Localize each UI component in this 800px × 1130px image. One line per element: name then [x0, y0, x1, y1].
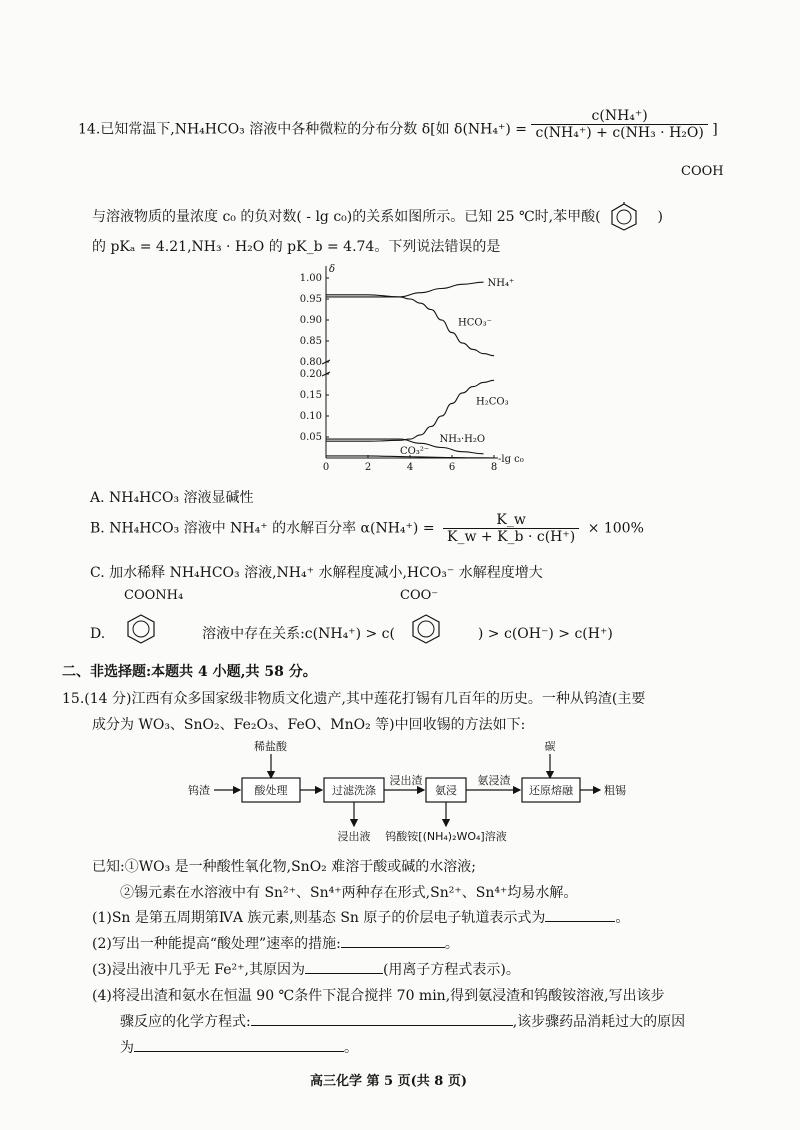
flow-final: 粗锡 [604, 784, 626, 797]
benzene-ring-icon [124, 612, 158, 646]
y-tick-label: 0.05 [299, 432, 322, 443]
flow-label-b: 氨浸渣 [477, 774, 511, 787]
flow-box2-label: 过滤洗涤 [332, 784, 376, 797]
q14-stem [78, 108, 778, 141]
q15-line1: 15.(14 分)江西有众多国家级非物质文化遗产,其中莲花打锡有几百年的历史。一种从钨渣(主要 [62, 691, 646, 707]
y-tick-label: 1.00 [299, 273, 322, 284]
x-tick-label: 8 [490, 462, 498, 473]
y-tick-label: 0.20 [299, 369, 322, 380]
q14-cooh-label: COOH [681, 164, 724, 179]
q14-option-d-label: D. [90, 626, 106, 642]
series-label: HCO₃⁻ [458, 317, 492, 329]
flow-box4-label: 还原熔融 [529, 784, 573, 797]
q15-sub4-line3-end: 。 [344, 1040, 358, 1056]
x-tick-label: 6 [448, 462, 456, 473]
y-axis-label: δ [329, 264, 336, 275]
q14-option-b-num: K_w [496, 512, 526, 528]
q14-frac-denominator: c(NH₄⁺) + c(NH₃ · H₂O) [531, 124, 707, 141]
answer-blank[interactable] [341, 933, 445, 948]
answer-blank[interactable] [305, 959, 383, 974]
x-tick-label: 2 [364, 462, 372, 473]
flow-output-a: 浸出液 [337, 830, 371, 843]
q15-sub4-line1: (4)将浸出渣和氨水在恒温 90 ℃条件下混合搅拌 70 min,得到氨浸渣和钨酸铵溶液,写出该步 [92, 988, 665, 1004]
distribution-chart [292, 262, 542, 482]
q14-option-a: A. NH₄HCO₃ 溶液显碱性 [90, 490, 254, 506]
benzene-ring-icon [609, 202, 639, 232]
q15-sub4-line2 [120, 1011, 685, 1031]
answer-blank[interactable] [134, 1037, 344, 1052]
q14-option-b-pre: B. NH₄HCO₃ 溶液中 NH₄⁺ 的水解百分率 α(NH₄⁺) = [90, 520, 435, 537]
flow-label-a: 浸出渣 [389, 774, 423, 787]
q14-option-d-coo: COO⁻ [400, 588, 439, 603]
y-tick-label: 0.10 [299, 411, 322, 422]
y-tick-label: 0.80 [299, 357, 322, 368]
q15-sub1-end: 。 [615, 910, 630, 926]
q14-option-d [90, 622, 613, 646]
x-tick-label: 0 [322, 462, 330, 473]
process-flowchart [180, 738, 650, 846]
series-line-H₂CO₃ [326, 380, 494, 441]
q14-line2-text: 与溶液物质的量浓度 c₀ 的负对数( - lg c₀)的关系如图所示。已知 25 ℃时,苯甲酸( [92, 209, 601, 225]
q14-option-d-coonh4: COONH₄ [124, 588, 184, 603]
benzene-ring-icon [409, 612, 443, 646]
series-label: H₂CO₃ [476, 396, 509, 408]
section2-header: 二、非选择题:本题共 4 小题,共 58 分。 [62, 664, 317, 680]
series-label: CO₃²⁻ [400, 445, 430, 457]
q14-intro: 14.已知常温下,NH₄HCO₃ 溶液中各种微粒的分布分数 δ[如 δ(NH₄⁺) = [78, 121, 528, 138]
q14-line3: 的 pKₐ = 4.21,NH₃ · H₂O 的 pK_b = 4.74。下列说法错误的是 [92, 239, 501, 255]
q15-sub4-line2-text: 骤反应的化学方程式: [120, 1014, 251, 1030]
q15-sub4-line3-text: 为 [120, 1040, 134, 1056]
flow-reagent1: 稀盐酸 [254, 740, 287, 753]
q15-sub1 [92, 907, 629, 927]
q15-sub1-text: (1)Sn 是第五周期第ⅣA 族元素,则基态 Sn 原子的价层电子轨道表示式为 [92, 910, 546, 926]
y-tick-label: 0.95 [299, 294, 322, 305]
q14-line2 [92, 202, 663, 232]
answer-blank[interactable] [545, 907, 615, 922]
q14-option-b-den: K_w + K_b · c(H⁺) [443, 528, 579, 545]
q14-frac-numerator: c(NH₄⁺) [591, 108, 648, 124]
y-tick-label: 0.85 [299, 336, 322, 347]
flow-output-b: 钨酸铵[(NH₄)₂WO₄]溶液 [385, 830, 507, 843]
q14-fraction [531, 108, 707, 141]
page-footer: 高三化学 第 5 页(共 8 页) [310, 1074, 468, 1089]
flow-reagent2: 碳 [544, 740, 556, 753]
y-tick-label: 0.90 [299, 315, 322, 326]
x-tick-label: 4 [406, 462, 414, 473]
q14-bracket-close: ] [712, 121, 718, 138]
q15-sub2-end: 。 [444, 936, 459, 952]
q14-option-d-end: ) > c(OH⁻) > c(H⁺) [477, 626, 613, 642]
q15-sub3-end: (用离子方程式表示)。 [382, 962, 520, 978]
q15-known-1: 已知:①WO₃ 是一种酸性氧化物,SnO₂ 难溶于酸或碱的水溶液; [92, 859, 476, 875]
q14-line2-end: ) [657, 209, 663, 225]
flow-input: 钨渣 [188, 784, 210, 797]
q15-sub2 [92, 933, 459, 953]
series-label: NH₄⁺ [487, 278, 515, 290]
q15-line2: 成分为 WO₃、SnO₂、Fe₂O₃、FeO、MnO₂ 等)中回收锡的方法如下: [92, 717, 526, 733]
q14-option-c: C. 加水稀释 NH₄HCO₃ 溶液,NH₄⁺ 水解程度减小,HCO₃⁻ 水解程度增大 [90, 565, 543, 581]
flow-box1-label: 酸处理 [254, 784, 288, 797]
q15-sub3 [92, 959, 520, 979]
y-tick-label: 0.15 [299, 390, 322, 401]
flow-box3-label: 氨浸 [435, 784, 457, 797]
q14-option-b-fraction [443, 512, 579, 545]
x-axis-label: -lg c₀ [498, 454, 524, 465]
q14-option-b [90, 512, 644, 545]
q15-sub2-text: (2)写出一种能提高“酸处理”速率的措施: [92, 936, 341, 952]
q15-sub4-line3 [120, 1037, 358, 1057]
answer-blank[interactable] [251, 1011, 513, 1026]
q15-sub4-line2-end: ,该步骤药品消耗过大的原因 [512, 1014, 686, 1030]
q15-sub3-text: (3)浸出液中几乎无 Fe²⁺,其原因为 [92, 962, 305, 978]
series-label: NH₃·H₂O [439, 433, 486, 445]
q14-option-b-post: × 100% [587, 520, 644, 537]
q14-option-d-mid: 溶液中存在关系:c(NH₄⁺) > c( [202, 626, 395, 642]
q15-known-2: ②锡元素在水溶液中有 Sn²⁺、Sn⁴⁺两种存在形式,Sn²⁺、Sn⁴⁺均易水解。 [120, 885, 578, 901]
